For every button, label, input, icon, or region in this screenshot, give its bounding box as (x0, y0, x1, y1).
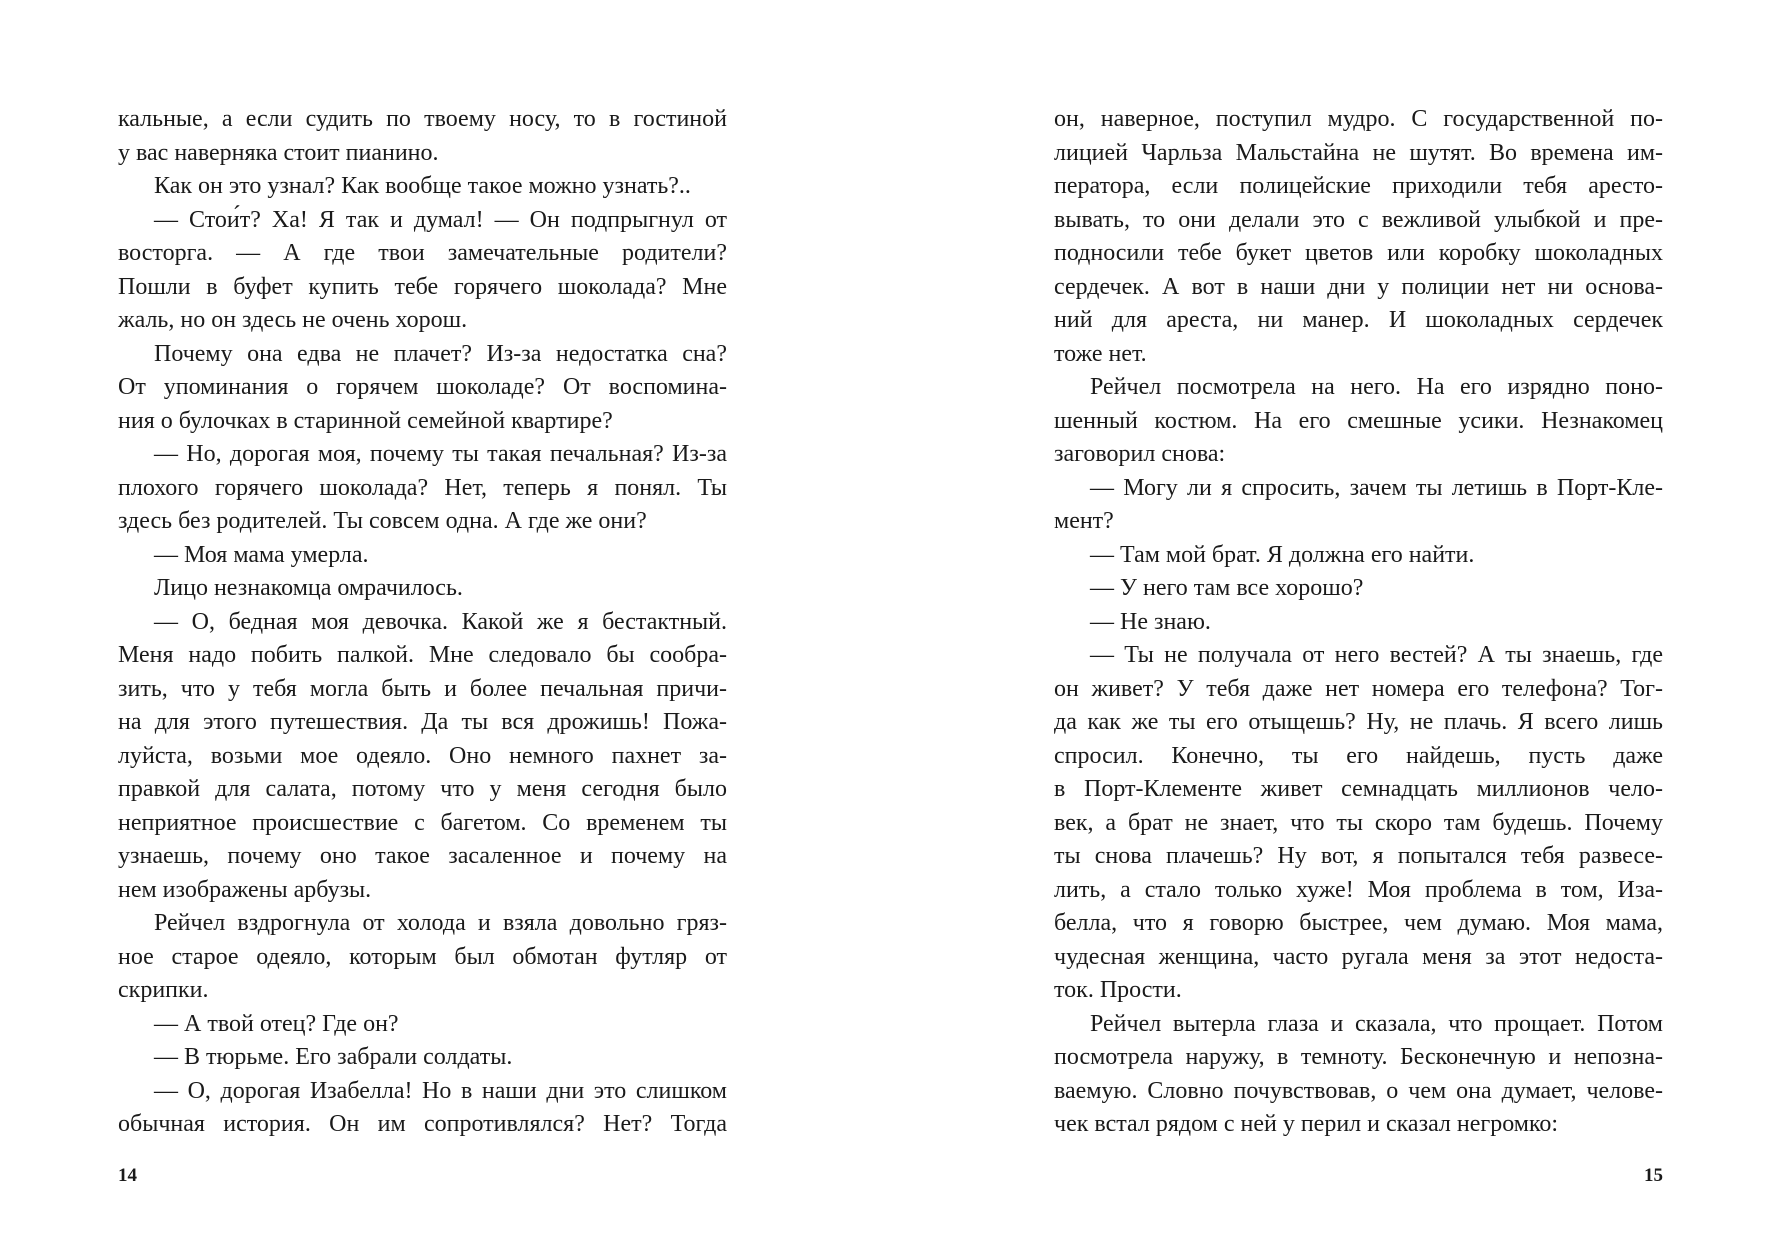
text-line: в Порт-Клементе живет семнадцать миллионов чело- (1054, 776, 1663, 802)
text-line: Как он это узнал? Как вообще такое можно узнать?.. (154, 173, 691, 199)
text-line: — Могу ли я спросить, зачем ты летишь в Порт-Кле- (1090, 474, 1663, 501)
text-line: От упоминания о горячем шоколаде? От воспомина- (118, 374, 727, 400)
text-line: ное старое одеяло, которым был обмотан футляр от (118, 943, 727, 970)
text-line: ваемую. Словно почувствовав, о чем она думает, челове- (1054, 1077, 1663, 1104)
text-line: — Там мой брат. Я должна его найти. (1090, 541, 1475, 568)
text-line: зить, что у тебя могла быть и более печальная причи- (118, 675, 727, 702)
text-line: чудесная женщина, часто ругала меня за этот недоста- (1054, 943, 1663, 970)
text-line: ния о булочках в старинной семейной квартире? (118, 407, 613, 434)
text-line: — Ты не получала от него вестей? А ты знаешь, где (1090, 642, 1663, 668)
text-line: на для этого путешествия. Да ты вся дрожишь! Пожа- (118, 709, 727, 735)
text-line: восторга. — А где твои замечательные родители? (118, 240, 727, 266)
text-line: скрипки. (118, 977, 209, 1003)
text-line: кальные, а если судить по твоему носу, то в гостиной (118, 106, 727, 132)
text-line: тоже нет. (1054, 340, 1147, 367)
text-line: — В тюрьме. Его забрали солдаты. (154, 1044, 513, 1070)
text-line: неприятное происшествие с багетом. Со временем ты (118, 809, 727, 836)
text-line: правкой для салата, потому что у меня сегодня было (118, 776, 727, 802)
text-line: он живет? У тебя даже нет номера его телефона? Тог- (1054, 675, 1663, 702)
page-number-right: 15 (1644, 1165, 1663, 1186)
text-line: Лицо незнакомца омрачилось. (154, 575, 463, 601)
text-line: луйста, возьми мое одеяло. Оно немного пахнет за- (118, 742, 727, 769)
text-line: здесь без родителей. Ты совсем одна. А где же они? (118, 508, 647, 534)
text-line: спросил. Конечно, ты его найдешь, пусть даже (1054, 742, 1663, 769)
text-line: сердечек. А вот в наши дни у полиции нет ни основа- (1054, 273, 1663, 300)
text-line: да как же ты его отыщешь? Ну, не плачь. Я всего лишь (1054, 709, 1663, 735)
text-line: шенный костюм. На его смешные усики. Незнакомец (1054, 407, 1663, 434)
text-line: ператора, если полицейские приходили тебя аресто- (1054, 173, 1663, 199)
text-line: жаль, но он здесь не очень хорош. (118, 307, 468, 333)
text-line: он, наверное, поступил мудро. С государственной по- (1054, 106, 1663, 132)
text-line: у вас наверняка стоит пианино. (118, 139, 439, 166)
text-line: — О, дорогая Изабелла! Но в наши дни это слишком (154, 1077, 727, 1104)
text-line: заговорил снова: (1054, 441, 1226, 467)
text-line: — У него там все хорошо? (1090, 575, 1364, 601)
text-line: Почему она едва не плачет? Из-за недостатка сна? (154, 340, 727, 367)
text-line: — Но, дорогая моя, почему ты такая печальная? Из-за (154, 441, 727, 467)
text-line: — Не знаю. (1090, 608, 1211, 635)
text-line: Рейчел вздрогнула от холода и взяла довольно гряз- (154, 910, 727, 936)
text-line: плохого горячего шоколада? Нет, теперь я понял. Ты (118, 474, 727, 501)
text-line: ний для ареста, ни манер. И шоколадных сердечек (1054, 307, 1663, 333)
text-line: — Моя мама умерла. (154, 541, 369, 568)
text-line: Пошли в буфет купить тебе горячего шоколада? Мне (118, 273, 727, 300)
text-line: вывать, то они делали это с вежливой улыбкой и пре- (1054, 206, 1663, 233)
text-line: обычная история. Он им сопротивлялся? Нет? Тогда (118, 1111, 727, 1137)
text-line: нем изображены арбузы. (118, 876, 372, 903)
text-line: Рейчел вытерла глаза и сказала, что прощает. Потом (1090, 1010, 1663, 1037)
text-line: ток. Прости. (1054, 977, 1182, 1003)
text-line: лить, а стало только хуже! Моя проблема в том, Иза- (1054, 876, 1663, 903)
left-page-text (118, 103, 727, 1142)
right-page (886, 0, 1772, 1241)
page-number-left: 14 (118, 1165, 137, 1186)
text-line: — О, бедная моя девочка. Какой же я бестактный. (154, 608, 727, 635)
text-line: Рейчел посмотрела на него. На его изрядно поно- (1090, 374, 1663, 400)
text-line: белла, что я говорю быстрее, чем думаю. Моя мама, (1054, 910, 1663, 936)
text-line: мент? (1054, 508, 1114, 534)
text-line: — А твой отец? Где он? (154, 1010, 399, 1037)
text-line: лицией Чарльза Мальстайна не шутят. Во времена им- (1054, 139, 1663, 166)
right-page-text (1054, 103, 1663, 1142)
text-line: подносили тебе букет цветов или коробку шоколадных (1054, 240, 1663, 266)
text-line: Меня надо побить палкой. Мне следовало бы сообра- (118, 642, 727, 668)
text-line: посмотрела наружу, в темноту. Бесконечную и непозна- (1054, 1044, 1663, 1070)
text-line: ты снова плачешь? Ну вот, я попытался тебя развесе- (1054, 843, 1663, 869)
text-line: век, а брат не знает, что ты скоро там будешь. Почему (1054, 809, 1663, 836)
text-line: чек встал рядом с ней у перил и сказал негромко: (1054, 1111, 1559, 1137)
text-line: — Стои́т? Ха! Я так и думал! — Он подпрыгнул от (154, 206, 727, 233)
text-line: узнаешь, почему оно такое засаленное и почему на (118, 843, 727, 869)
